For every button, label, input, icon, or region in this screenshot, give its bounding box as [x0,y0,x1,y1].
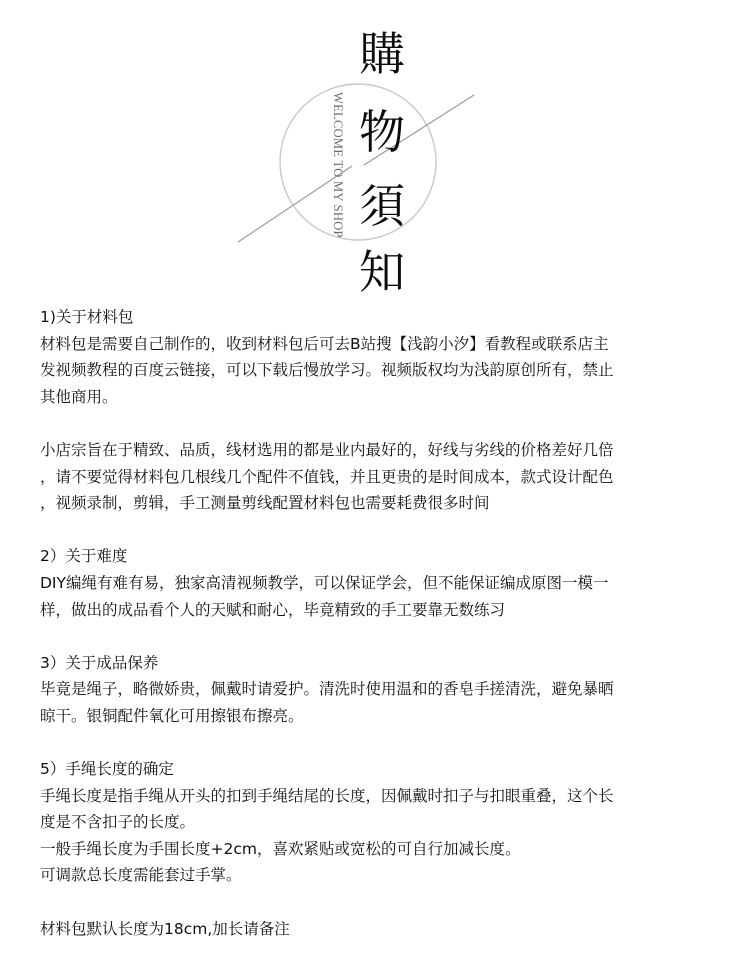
section-1-p1-line-1: 材料包是需要自己制作的，收到材料包后可去B站搜【浅韵小汐】看教程或联系店主 [40,334,609,353]
section-5-line-4: 可调款总长度需能套过手掌。 [40,866,242,885]
section-1-p1-line-3: 其他商用。 [40,387,118,406]
section-1-p2-line-2: ，请不要觉得材料包几根线几个配件不值钱，并且更贵的是时间成本，款式设计配色 [40,467,614,486]
welcome-subtitle: WELCOME TO MY SHOP [331,92,345,238]
section-3-line-2: 晾干。银铜配件氧化可用擦银布擦亮。 [40,706,304,725]
section-1-p2-line-3: ，视频录制，剪辑，手工测量剪线配置材料包也需要耗费很多时间 [40,494,490,513]
section-1-p2-line-1: 小店宗旨在于精致、品质，线材选用的都是业内最好的，好线与劣线的价格差好几倍 [40,440,614,459]
section-5-heading: 5）手绳长度的确定 [40,760,174,779]
title-char-2: 物 [359,105,405,159]
section-5-line-3: 一般手绳长度为手围长度+2cm，喜欢紧贴或宽松的可自行加减长度。 [40,839,521,858]
section-1-heading: 1)关于材料包 [40,308,134,326]
section-1-p1-line-2: 发视频教程的百度云链接，可以下载后慢放学习。视频版权均为浅韵原创所有，禁止 [40,361,614,380]
section-5-line-1: 手绳长度是指手绳从开头的扣到手绳结尾的长度，因佩戴时扣子与扣眼重叠，这个长 [40,786,614,805]
shopping-notice-content [40,304,720,942]
section-2-heading: 2）关于难度 [40,547,128,566]
section-5-line-2: 度是不含扣子的长度。 [40,813,196,832]
section-2-line-2: 样，做出的成品看个人的天赋和耐心，毕竟精致的手工要靠无数练习 [40,600,506,619]
section-3-line-1: 毕竟是绳子，略微娇贵，佩戴时请爱护。清洗时使用温和的香皂手搓清洗，避免暴晒 [40,680,614,699]
section-3-heading: 3）关于成品保养 [40,653,159,672]
default-length-note: 材料包默认长度为18cm,加长请备注 [40,919,290,938]
header-banner [0,0,750,300]
title-char-4: 知 [359,245,405,299]
title-char-3: 須 [359,179,405,233]
title-char-1: 購 [359,27,405,81]
section-2-line-1: DIY编绳有难有易，独家高清视频教学，可以保证学会，但不能保证编成原图一模一 [40,573,609,592]
